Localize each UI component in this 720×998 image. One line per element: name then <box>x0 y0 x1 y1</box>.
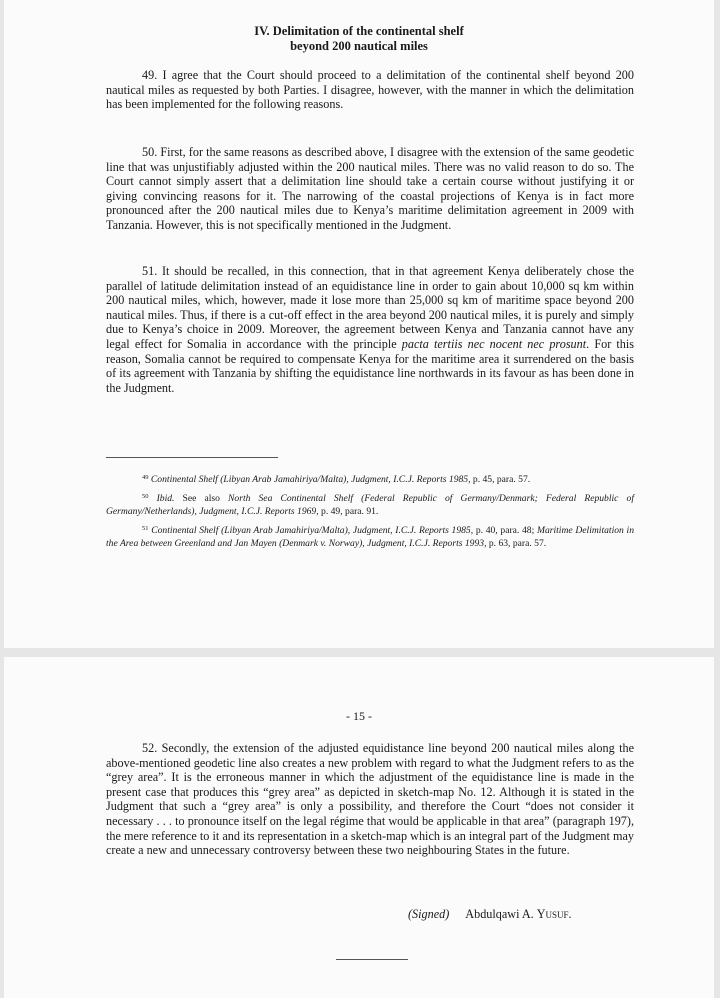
signed-label: (Signed) <box>408 907 450 921</box>
footnote-50-ibid: Ibid. <box>156 493 175 504</box>
heading-line-2: beyond 200 nautical miles <box>290 39 428 53</box>
paragraph-51-part-b: . For this reason, Somalia cannot be required to compensate Kenya for the maritime area it surrendered on the basis of its agreement with Tanzania by shifting the equidistance line northwards in its favour as has been done in the Judgment. <box>106 336 635 395</box>
section-heading <box>4 24 714 54</box>
footnote-51-pinpoint: , p. 63, para. 57. <box>484 537 547 549</box>
signatory-end: . <box>568 907 572 921</box>
end-divider <box>336 959 408 960</box>
paragraph-51-part-a: 51. It should be recalled, in this connection, that in that agreement Kenya deliberately chose the parallel of latitude delimitation instead of an equidistance line in order to gain about 10,000 sq km within 200 nautical miles, which, however, made it lose more than 25,000 sq km of maritime space beyond 200 nautical miles. Thus, if there is a cut-off effect in the area beyond 200 nautical miles, it is purely and simply due to Kenya’s choice in 2009. Moreover, the agreement between Kenya and Tanzania cannot have any legal effect for Somalia in accordance with the principle <box>106 264 634 351</box>
paragraph-51-latin-phrase: pacta tertiis nec nocent nec prosunt <box>401 336 587 351</box>
footnote-51-connector: , p. 40, para. 48; <box>470 525 537 536</box>
signatory-first-name: Abdulqawi A. <box>465 907 537 921</box>
heading-line-1: IV. Delimitation of the continental shelf <box>254 24 464 38</box>
footnote-49-citation: Continental Shelf (Libyan Arab Jamahiriya/Malta), Judgment, I.C.J. Reports 1985 <box>150 474 469 485</box>
page-top <box>4 0 714 648</box>
footnote-51 <box>106 523 634 550</box>
footnote-50-citation: North Sea Continental Shelf (Federal Republic of Germany/Denmark; Federal Republic of Germany/Netherlands), Judgment, I.C.J. Reports 1969 <box>106 493 634 517</box>
footnote-50 <box>106 491 634 518</box>
footnote-51-number: 51 <box>142 525 149 532</box>
paragraph-50: 50. First, for the same reasons as described above, I disagree with the extension of the same geodetic line that was unjustifiably adjusted within the 200 nautical miles. There was no valid reason to do so. The Court cannot simply assert that a delimitation line should take a certain course without justifying it or giving convincing reasons for it. The narrowing of the coastal projections of Kenya is in fact more pronounced after the 200 nautical miles due to Kenya’s maritime delimitation agreement in 2009 with Tanzania. However, this is not specifically mentioned in the Judgment. <box>106 145 634 232</box>
footnote-51-citation-2: Maritime Delimitation in the Area between Greenland and Jan Mayen (Denmark v. Norway), Judgment, I.C.J. Reports 1993 <box>106 525 635 549</box>
footnote-divider <box>106 457 278 458</box>
footnote-49-pinpoint: , p. 45, para. 57. <box>468 474 531 485</box>
page-number: - 15 - <box>346 709 372 723</box>
footnote-50-pinpoint: , p. 49, para. 91. <box>316 505 379 517</box>
footnote-51-citation-1: Continental Shelf (Libyan Arab Jamahiriya/Malta), Judgment, I.C.J. Reports 1985 <box>151 525 471 536</box>
footnote-49-number: 49 <box>142 474 149 481</box>
paragraph-49: 49. I agree that the Court should proceed to a delimitation of the continental shelf beyond 200 nautical miles as requested by both Parties. I disagree, however, with the manner in which the delimitation has been implemented for the following reasons. <box>106 68 634 112</box>
page-bottom <box>4 657 714 998</box>
signatory-surname: Yusuf <box>536 907 569 921</box>
paragraph-51 <box>106 264 634 395</box>
footnote-50-number: 50 <box>142 493 149 500</box>
signature-block <box>408 907 572 922</box>
footnote-49 <box>106 472 634 487</box>
footnote-50-connector: See also <box>174 493 229 504</box>
paragraph-52: 52. Secondly, the extension of the adjusted equidistance line beyond 200 nautical miles along the above-mentioned geodetic line also creates a new problem with regard to what the Judgment refers to as the “grey area”. It is the erroneous manner in which the adjustment of the equidistance line is made in the present case that produces this “grey area” as depicted in sketch-map No. 12. Although it is stated in the Judgment that such a “grey area” is only a possibility, and therefore the Court “does not consider it necessary . . . to pronounce itself on the legal régime that would be applicable in that area” (paragraph 197), the mere reference to it and its representation in a sketch-map which is an integral part of the Judgment may create a new and unnecessary controversy between these two neighbouring States in the future. <box>106 741 634 858</box>
